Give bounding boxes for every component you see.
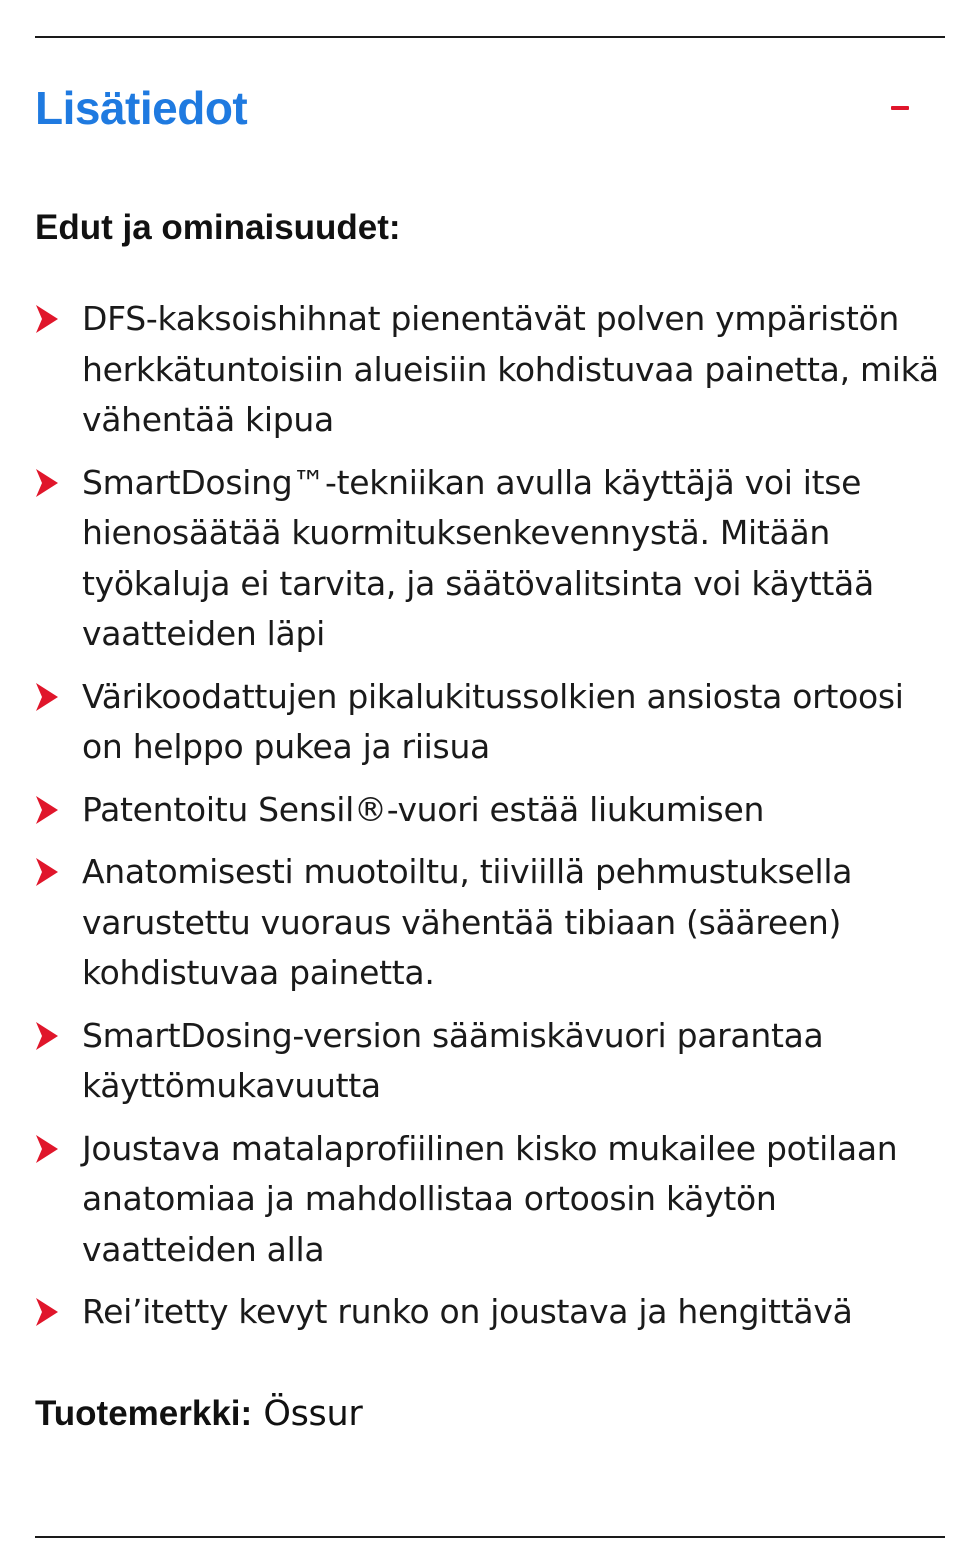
feature-text: Joustava matalaprofiilinen kisko mukailee potilaan anatomiaa ja mahdollistaa ortoosin käytön vaatteiden alla: [82, 1128, 898, 1269]
list-item: [35, 672, 945, 773]
collapse-button[interactable]: [880, 88, 920, 128]
chevron-right-icon: [35, 294, 82, 344]
top-divider: [35, 36, 945, 38]
feature-text: DFS-kaksoishihnat pienentävät polven ympäristön herkkätuntoisiin alueisiin kohdistuvaa painetta, mikä vähentää kipua: [82, 299, 939, 439]
chevron-right-icon: [35, 458, 82, 508]
list-item: [35, 294, 945, 446]
feature-text: SmartDosing-version säämiskävuori parantaa käyttömukavuutta: [82, 1015, 824, 1105]
feature-text: Patentoitu Sensil®-vuori estää liukumisen: [82, 789, 765, 829]
feature-text: SmartDosing™-tekniikan avulla käyttäjä voi itse hienosäätää kuormituksenkevennystä. Mitään työkaluja ei tarvita, ja säätövalitsinta voi käyttää vaatteiden läpi: [82, 462, 874, 653]
accordion-title[interactable]: Lisätiedot: [35, 82, 248, 134]
features-heading: Edut ja ominaisuudet:: [35, 208, 401, 247]
chevron-right-icon: [35, 1124, 82, 1174]
list-item: [35, 847, 945, 999]
chevron-right-icon: [35, 847, 82, 897]
list-item: [35, 458, 945, 660]
chevron-right-icon: [35, 785, 82, 835]
brand-label: Tuotemerkki:: [35, 1394, 253, 1433]
list-item: [35, 1011, 945, 1112]
chevron-right-icon: [35, 1287, 82, 1337]
feature-text: Anatomisesti muotoiltu, tiiviillä pehmustuksella varustettu vuoraus vähentää tibiaan (sääreen) kohdistuvaa painetta.: [82, 852, 853, 992]
list-item: [35, 1124, 945, 1276]
features-list: [35, 294, 945, 1350]
list-item: [35, 785, 945, 836]
accordion-header[interactable]: [35, 76, 945, 140]
brand-value: Össur: [263, 1394, 363, 1434]
feature-text: Rei’itetty kevyt runko on joustava ja hengittävä: [82, 1292, 853, 1331]
chevron-right-icon: [35, 1011, 82, 1061]
feature-text: Värikoodattujen pikalukitussolkien ansiosta ortoosi on helppo pukea ja riisua: [82, 676, 904, 766]
brand-line: [35, 1394, 362, 1434]
minus-icon: [891, 106, 909, 110]
chevron-right-icon: [35, 672, 82, 722]
list-item: [35, 1287, 945, 1338]
bottom-divider: [35, 1536, 945, 1538]
